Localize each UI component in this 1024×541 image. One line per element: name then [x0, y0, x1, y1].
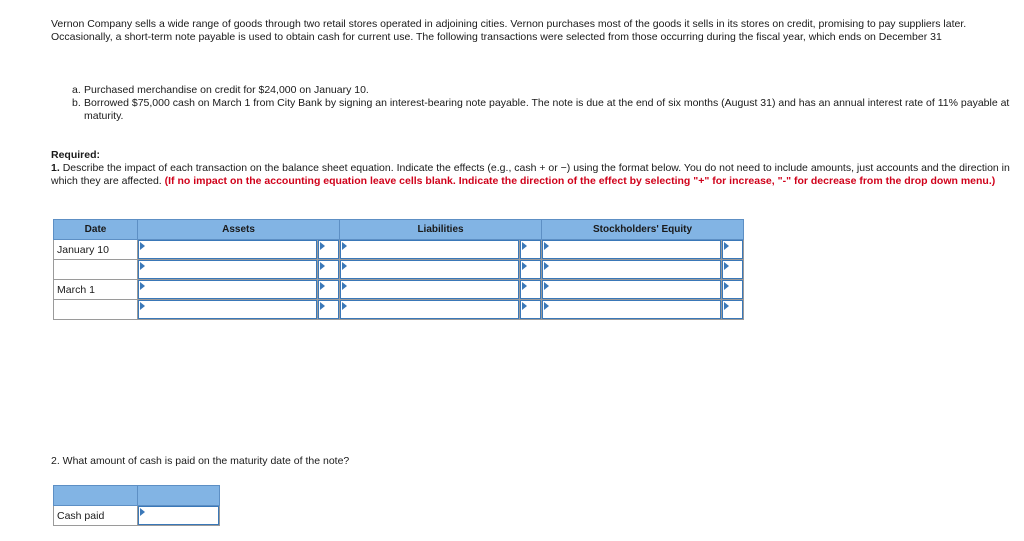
input-marker-icon — [544, 262, 549, 270]
balance-sheet-effects-table — [53, 219, 744, 320]
liabilities-account-input[interactable] — [340, 240, 519, 259]
table-header-row — [54, 486, 220, 506]
input-marker-icon — [544, 242, 549, 250]
row-date — [54, 300, 138, 320]
dropdown-marker-icon — [320, 302, 325, 310]
input-marker-icon — [140, 282, 145, 290]
liabilities-account-input[interactable] — [340, 280, 519, 299]
table-header-row — [54, 220, 744, 240]
question-1-text: Describe the impact of each transaction on the balance sheet equation. Indicate the effects (e.g., cash + or −) using the format below. You do not need to include amounts, just accounts and the direction in which they are affected. — [51, 162, 1010, 187]
liabilities-direction-select[interactable] — [520, 260, 541, 279]
assets-direction-select[interactable] — [318, 300, 339, 319]
dropdown-marker-icon — [320, 282, 325, 290]
table-row — [54, 506, 220, 526]
equity-direction-select[interactable] — [722, 280, 743, 299]
input-marker-icon — [544, 282, 549, 290]
list-item — [72, 84, 1017, 97]
row-date: January 10 — [54, 240, 138, 260]
dropdown-marker-icon — [724, 282, 729, 290]
column-header-assets: Assets — [138, 220, 340, 240]
dropdown-marker-icon — [522, 242, 527, 250]
dropdown-marker-icon — [724, 302, 729, 310]
question-1-number: 1. — [51, 162, 60, 174]
equity-direction-select[interactable] — [722, 240, 743, 259]
column-header-date: Date — [54, 220, 138, 240]
column-header-blank — [54, 486, 138, 506]
column-header-blank — [138, 486, 220, 506]
equity-direction-select[interactable] — [722, 260, 743, 279]
required-section — [51, 149, 1016, 188]
equity-direction-select[interactable] — [722, 300, 743, 319]
table-row — [54, 300, 744, 320]
table-row — [54, 280, 744, 300]
question-2: 2. What amount of cash is paid on the maturity date of the note? — [51, 455, 350, 467]
input-marker-icon — [140, 262, 145, 270]
transaction-list — [72, 84, 1017, 123]
input-marker-icon — [342, 282, 347, 290]
assets-account-input[interactable] — [138, 260, 317, 279]
list-item-text: Purchased merchandise on credit for $24,000 on January 10. — [84, 84, 369, 96]
list-item — [72, 97, 1017, 123]
question-1-note: (If no impact on the accounting equation leave cells blank. Indicate the direction of the effect by selecting "+" for increase, "-" for decrease from the drop down menu.) — [164, 175, 996, 187]
assets-direction-select[interactable] — [318, 260, 339, 279]
cash-paid-label: Cash paid — [54, 506, 138, 526]
assets-account-input[interactable] — [138, 300, 317, 319]
dropdown-marker-icon — [724, 262, 729, 270]
input-marker-icon — [342, 302, 347, 310]
input-marker-icon — [140, 242, 145, 250]
required-heading: Required: — [51, 149, 101, 161]
liabilities-direction-select[interactable] — [520, 280, 541, 299]
problem-intro: Vernon Company sells a wide range of goods through two retail stores operated in adjoining cities. Vernon purchases most of the goods it sells in its stores on credit, promising to pay suppliers later. Occasionally, a short-term note payable is used to obtain cash for current use. The following transactions were selected from those occurring during the fiscal year, which ends on December 31 — [51, 18, 967, 43]
cash-paid-table — [53, 485, 220, 526]
list-marker: b. — [72, 97, 81, 109]
input-marker-icon — [342, 262, 347, 270]
assets-account-input[interactable] — [138, 280, 317, 299]
dropdown-marker-icon — [320, 262, 325, 270]
list-item-text: Borrowed $75,000 cash on March 1 from City Bank by signing an interest-bearing note payable. The note is due at the end of six months (August 31) and has an annual interest rate of 11% payable at maturity. — [84, 97, 1010, 122]
liabilities-direction-select[interactable] — [520, 300, 541, 319]
input-marker-icon — [544, 302, 549, 310]
cash-paid-input[interactable] — [138, 506, 219, 525]
table-row — [54, 260, 744, 280]
equity-account-input[interactable] — [542, 280, 721, 299]
row-date: March 1 — [54, 280, 138, 300]
assets-direction-select[interactable] — [318, 280, 339, 299]
dropdown-marker-icon — [522, 282, 527, 290]
dropdown-marker-icon — [724, 242, 729, 250]
liabilities-account-input[interactable] — [340, 260, 519, 279]
equity-account-input[interactable] — [542, 260, 721, 279]
liabilities-account-input[interactable] — [340, 300, 519, 319]
assets-direction-select[interactable] — [318, 240, 339, 259]
equity-account-input[interactable] — [542, 300, 721, 319]
dropdown-marker-icon — [522, 302, 527, 310]
list-marker: a. — [72, 84, 81, 96]
input-marker-icon — [140, 302, 145, 310]
dropdown-marker-icon — [522, 262, 527, 270]
equity-account-input[interactable] — [542, 240, 721, 259]
question-1 — [51, 162, 1016, 188]
column-header-equity: Stockholders' Equity — [542, 220, 744, 240]
dropdown-marker-icon — [320, 242, 325, 250]
input-marker-icon — [342, 242, 347, 250]
assets-account-input[interactable] — [138, 240, 317, 259]
input-marker-icon — [140, 508, 145, 516]
liabilities-direction-select[interactable] — [520, 240, 541, 259]
column-header-liabilities: Liabilities — [340, 220, 542, 240]
table-row — [54, 240, 744, 260]
row-date — [54, 260, 138, 280]
